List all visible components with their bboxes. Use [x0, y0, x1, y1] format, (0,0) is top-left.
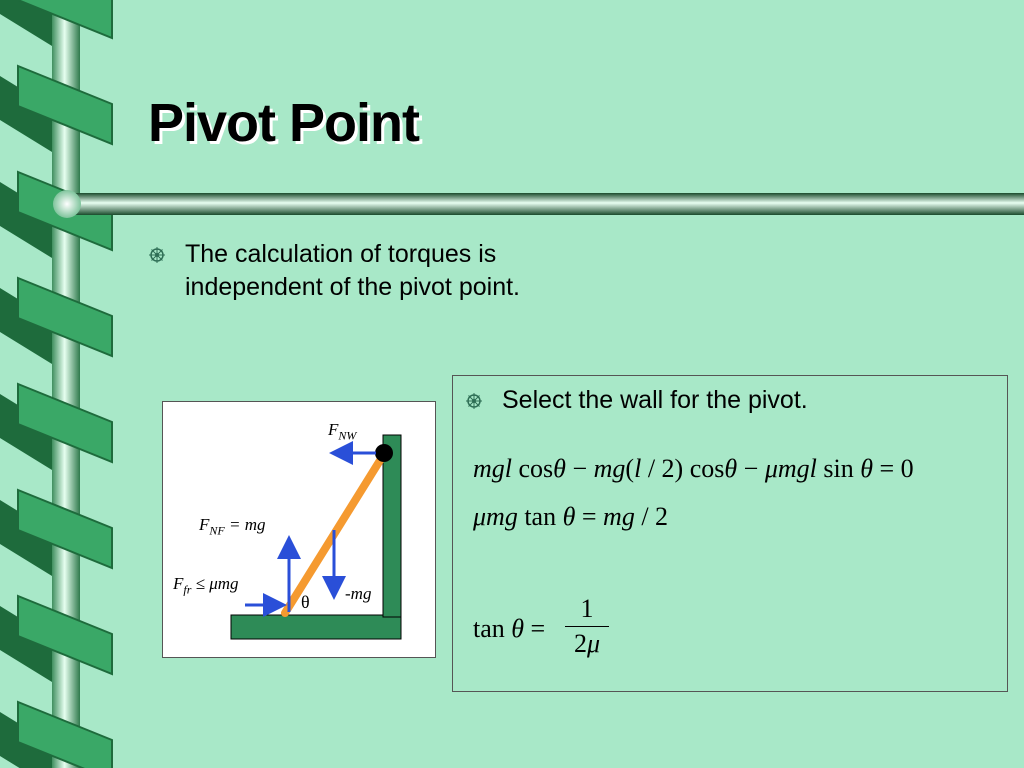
equation-panel — [452, 375, 1008, 692]
ladder-figure — [162, 401, 436, 658]
label-ffr: $F_{fr} \le \mu mg$ — [173, 574, 239, 597]
bullet-1-text: The calculation of torques is independent of the pivot point. — [185, 240, 520, 301]
fraction-bar — [565, 626, 609, 627]
equation-result-fraction — [565, 594, 609, 659]
bullet-2-text: Select the wall for the pivot. — [502, 386, 808, 414]
wall-block — [383, 435, 401, 617]
label-fnw: $F_{NW}$ — [328, 420, 357, 443]
equation-torque: mgl cosθ − mg(l / 2) cosθ − μmgl sin θ = 0 — [473, 454, 914, 483]
label-fnf: $F_{NF}$ = mg — [199, 515, 266, 538]
title-rule-knob — [53, 190, 81, 218]
label-theta: θ — [301, 592, 310, 612]
floor-block — [231, 615, 401, 639]
bullet-icon — [148, 246, 166, 264]
title-rule — [60, 193, 1024, 215]
bullet-2 — [465, 384, 808, 417]
pivot-point — [375, 444, 393, 462]
fraction-denominator: 2μ — [573, 629, 601, 658]
equation-result: tan θ = — [473, 614, 546, 643]
label-mg: -mg — [345, 584, 372, 603]
page-title: Pivot Point — [148, 93, 419, 153]
bullet-1 — [148, 238, 588, 304]
fraction-numerator: 1 — [580, 594, 594, 623]
equation-simplified: μmg tan θ = mg / 2 — [473, 502, 669, 531]
bullet-icon — [465, 392, 483, 410]
